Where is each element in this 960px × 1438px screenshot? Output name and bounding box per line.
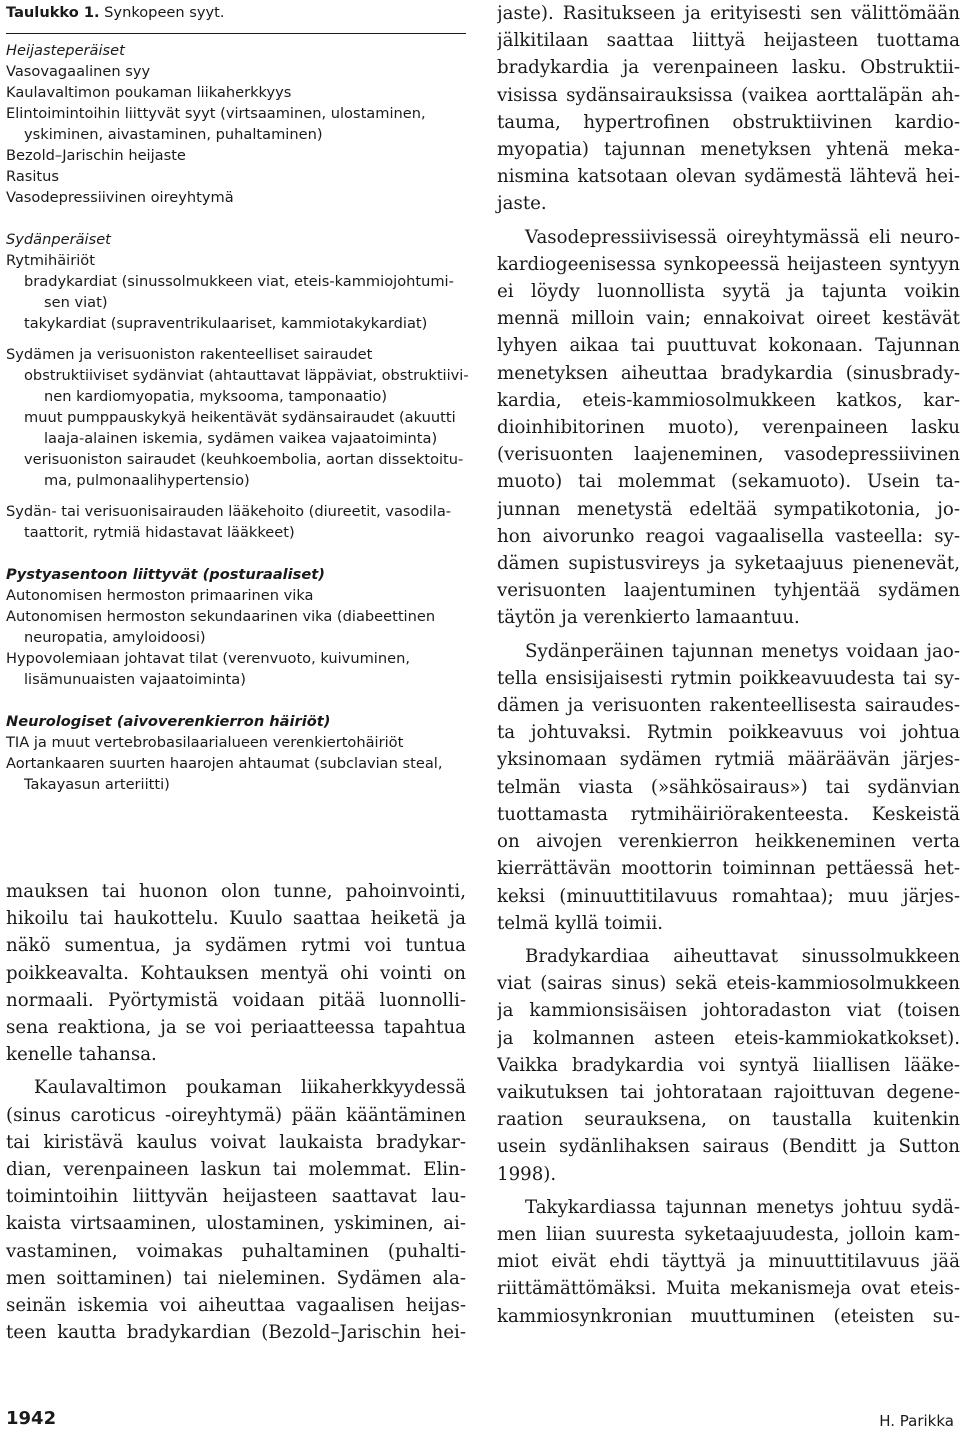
body-line: vastaminen, voimakas puhaltaminen (puhalti- [6, 1240, 466, 1262]
table-entry: Bezold–Jarischin heijaste [6, 147, 186, 164]
body-line: tuottamasta rytmihäiriörakenteesta. Keskeistä [497, 803, 960, 825]
body-line: dämen ja verisuonten rakenteellisesta sairaudes- [497, 695, 960, 717]
body-line: teen kautta bradykardian (Bezold–Jarischin hei- [6, 1322, 466, 1344]
body-text-right-column [497, 0, 960, 1330]
body-line: dämen supistusvireys ja syketaajuus pienenevät, [497, 553, 960, 575]
body-line: tauma, hypertrofinen obstruktiivinen kardio- [497, 111, 960, 133]
body-line: lyhyen aikaa tai puuttuvat kokonaan. Tajunnan [497, 335, 960, 357]
body-line: poikkeavalta. Kohtauksen mentyä ohi vointi on [6, 962, 466, 984]
body-line: jaste. [497, 193, 547, 215]
table-entry: muut pumppauskykyä heikentävät sydänsairaudet (akuutti [24, 409, 456, 426]
table-entry: bradykardiat (sinussolmukkeen viat, eteis-kammiojohtumi- [24, 273, 454, 290]
table-entry: Sydämen ja verisuoniston rakenteelliset sairaudet [6, 346, 373, 363]
body-line: mauksen tai huonon olon tunne, pahoinvointi, [6, 881, 466, 902]
body-line: toimintoihin liittyvän heijasteen saattavat lau- [6, 1186, 466, 1208]
table-entry: Takayasun arteriitti) [24, 776, 170, 793]
table-entry: nen kardiomyopatia, myksooma, tamponaatio) [44, 388, 388, 405]
body-line: Takykardiassa tajunnan menetys johtuu sydä- [525, 1196, 960, 1218]
body-line: kammiosynkronian muuttuminen (eteisten su- [497, 1305, 960, 1327]
table-title-text: Synkopeen syyt. [104, 4, 225, 21]
table-entry: Autonomisen hermoston sekundaarinen vika (diabeettinen [6, 608, 436, 625]
body-line: näkö sumentua, ja sydämen rytmi voi tuntua [6, 935, 466, 957]
table-entry: taattorit, rytmiä hidastavat lääkkeet) [24, 524, 295, 541]
table-entry: Sydän- tai verisuonisairauden lääkehoito (diureetit, vasodila- [6, 503, 452, 520]
subgroup-spacer [6, 334, 466, 344]
body-line: telmän viasta (»sähkösairaus») tai sydänvian [497, 776, 960, 798]
body-line: ei löydy luonnollista syytä ja tajunta voikin [497, 281, 960, 303]
body-line: dioinhibitorinen muoto), verenpaineen lasku [497, 417, 960, 439]
body-line: on aivojen verenkierron heikkeneminen verta [497, 831, 960, 853]
table-entry: Rytmihäiriöt [6, 252, 95, 269]
table-entry: sen viat) [44, 294, 108, 311]
table-entry: Hypovolemiaan johtavat tilat (verenvuoto, kuivuminen, [6, 650, 410, 667]
table-entry: yskiminen, aivastaminen, puhaltaminen) [24, 126, 323, 143]
table-category-heading: Sydänperäiset [6, 231, 111, 248]
table-entry: Rasitus [6, 168, 59, 185]
table-entry: TIA ja muut vertebrobasilaarialueen verenkiertohäiriöt [6, 734, 404, 751]
body-line: normaali. Pyörtymistä voidaan pitää luonnolli- [6, 989, 466, 1011]
table-entry: Autonomisen hermoston primaarinen vika [6, 587, 314, 604]
body-line: ta johtuvaksi. Rytmin poikkeavuus voi johtua [497, 722, 960, 744]
body-line: riittämättömäksi. Muita mekanismeja ovat eteis- [497, 1278, 960, 1300]
body-line: seinän iskemia voi aiheuttaa vagaalisen heijas- [6, 1295, 466, 1317]
table-entry: laaja-alainen iskemia, sydämen vaikea vajaatoiminta) [44, 430, 438, 447]
body-line: sena reaktiona, ja se voi periaatteessa tapahtua [6, 1017, 466, 1039]
table-label: Taulukko 1. [6, 4, 100, 21]
body-line: raation seurauksena, on taustalla kuitenkin [497, 1109, 960, 1131]
body-line: usein sydänlihaksen sairaus (Benditt ja Sutton [497, 1136, 960, 1158]
group-spacer [6, 690, 466, 711]
body-line: tai kiristävä kaulus voivat laukaista bradykar- [6, 1131, 466, 1153]
table-entry: Kaulavaltimon poukaman liikaherkkyys [6, 84, 292, 101]
table-entry: Vasovagaalinen syy [6, 63, 151, 80]
body-line: Bradykardiaa aiheuttavat sinussolmukkeen [525, 945, 960, 967]
body-line: ja kolmannen asteen eteis-kammiokatkokset). [497, 1027, 960, 1049]
table-category-heading: Neurologiset (aivoverenkierron häiriöt) [6, 713, 331, 730]
table-entry: Aortankaaren suurten haarojen ahtaumat (subclavian steal, [6, 755, 443, 772]
body-line: men liian suuresta syketaajuudesta, jolloin kam- [497, 1223, 960, 1245]
group-spacer [6, 543, 466, 564]
body-line: muoto) tai molemmat (sekamuoto). Usein ta- [497, 471, 960, 493]
body-line: Kaulavaltimon poukaman liikaherkkyydessä [34, 1077, 466, 1099]
body-line: bradykardia ja verenpaineen lasku. Obstruktii- [497, 57, 960, 79]
body-line: nismina katsotaan olevan sydämestä lähtevä hei- [497, 166, 960, 188]
table-synkopeen-syyt [6, 0, 469, 795]
body-line: (verisuonten laajeneminen, vasodepressiivinen [497, 444, 960, 466]
body-line: hon aivorunko reagoi vagaalisella vasteella: sy- [497, 525, 960, 547]
body-line: men soittaminen) tai nieleminen. Sydämen ala- [6, 1267, 466, 1289]
body-line: keksi (minuuttitilavuus romahtaa); muu järjes- [497, 885, 960, 907]
body-line: visissa sydänsairauksissa (vaikea aorttaläpän ah- [497, 84, 960, 106]
subgroup-spacer [6, 491, 466, 501]
body-line: kardiogeenisessa synkopeessä heijasteen syntyyn [497, 253, 960, 275]
table-category-heading: Heijasteperäiset [6, 42, 125, 59]
body-line: kierrättävän moottorin toiminnan pettäessä het- [497, 858, 960, 880]
body-line: Sydänperäinen tajunnan menetys voidaan jao- [525, 640, 960, 662]
table-entry: Vasodepressiivinen oireyhtymä [6, 189, 234, 206]
table-caption [6, 0, 466, 26]
body-line: viat (sairas sinus) sekä eteis-kammiosolmukkeen [497, 973, 960, 995]
table-entry: verisuoniston sairaudet (keuhkoembolia, aortan dissektoitu- [24, 451, 464, 468]
body-line: vaikutuksen tai johtorataan rajoittuvan degene- [497, 1081, 960, 1103]
body-line: myopatia) tajunnan menetyksen yhtenä meka- [497, 139, 960, 161]
body-text-left-column [6, 878, 466, 1346]
body-line: verisuonten laajentuminen tyhjentää sydämen [497, 580, 960, 602]
body-line: tella ensisijaisesti rytmin poikkeavuudesta tai sy- [497, 667, 960, 689]
body-line: yksinomaan sydämen rytmiä määräävän järjes- [497, 749, 960, 771]
body-line: kaista virtsaaminen, ulostaminen, yskiminen, ai- [6, 1213, 466, 1235]
body-line: kardia, eteis-kammiosolmukkeen katkos, kar- [497, 389, 960, 411]
body-line: 1998). [497, 1163, 557, 1185]
table-groups [6, 40, 469, 795]
body-line: jälkitilaan saattaa liittyä heijasteen tuottama [497, 30, 960, 52]
body-line: jaste). Rasitukseen ja erityisesti sen välittömään [497, 3, 960, 24]
body-line: (sinus caroticus -oireyhtymä) pään kääntäminen [6, 1104, 466, 1126]
table-entry: obstruktiiviset sydänviat (ahtauttavat läppäviat, obstruktiivi- [24, 367, 469, 384]
body-line: dian, verenpaineen laskun tai molemmat. Elin- [6, 1159, 466, 1181]
body-line: Vasodepressiivisessä oireyhtymässä eli neuro- [525, 226, 960, 248]
body-line: junnan menetystä edeltää sympatikotonia, jo- [497, 498, 960, 520]
table-entry: Elintoimintoihin liittyvät syyt (virtsaaminen, ulostaminen, [6, 105, 426, 122]
body-line: miot eivät ehdi täyttyä ja minuuttitilavuus jää [497, 1251, 960, 1273]
body-line: mennä milloin vain; ennakoivat oireet kestävät [497, 308, 960, 330]
body-line: menetyksen aiheuttaa bradykardia (sinusbrady- [497, 362, 960, 384]
body-line: Vaikka bradykardia voi syntyä liiallisen lääke- [497, 1054, 960, 1076]
table-entry: ma, pulmonaalihypertensio) [44, 472, 250, 489]
body-line: täytön ja verenkierto lamaantuu. [497, 607, 800, 629]
table-entry: takykardiat (supraventrikulaariset, kammiotakykardiat) [24, 315, 428, 332]
table-top-rule [6, 33, 466, 34]
table-entry: lisämunuaisten vajaatoiminta) [24, 671, 246, 688]
group-spacer [6, 208, 466, 229]
author-name: H. Parikka [879, 1412, 954, 1430]
body-line: telmä kyllä toimii. [497, 912, 664, 934]
body-line: ja kammionsisäisen johtoradaston viat (toisen [497, 1000, 960, 1022]
body-line: hikoilu tai haukottelu. Kuulo saattaa heiketä ja [6, 908, 466, 930]
body-line: kenelle tahansa. [6, 1044, 157, 1066]
table-entry: neuropatia, amyloidoosi) [24, 629, 206, 646]
table-category-heading: Pystyasentoon liittyvät (posturaaliset) [6, 566, 325, 583]
page-number: 1942 [6, 1408, 57, 1429]
